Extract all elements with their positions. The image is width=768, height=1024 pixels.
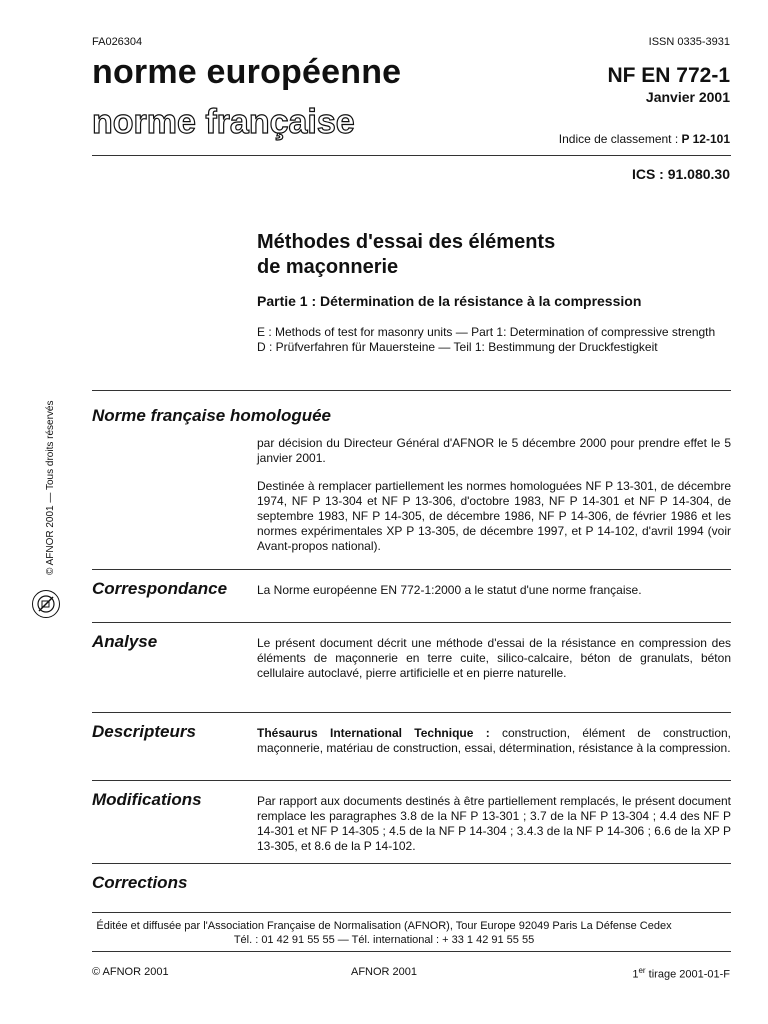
german-title: D : Prüfverfahren für Mauersteine — Teil 1: Bestimmung der Druckfestigkeit: [257, 340, 658, 354]
divider-sections: [92, 390, 731, 391]
document-reference: FA026304: [92, 36, 143, 48]
issn: ISSN 0335-3931: [648, 36, 730, 48]
descripteurs-label: Thésaurus International Technique :: [257, 726, 502, 740]
vertical-copyright-notice: © AFNOR 2001 — Tous droits réservés: [45, 400, 56, 575]
footer-center: AFNOR 2001: [350, 966, 418, 978]
title-line-1: Méthodes d'essai des éléments: [257, 231, 556, 253]
homologuee-paragraph-2: Destinée à remplacer partiellement les normes homologuées NF P 13-301, de décembre 1974, NF P 13-304 et NF P 13-306, d'octobre 1983, NF P 14-301 et NF P 14-304, de septembre 1983, NF P 14-305, de décembre 1986, NF P 14-306, de février 1986 et les normes expérimentales XP P 13-305, de décembre 1997, et P 14-102, d'avril 1994 (voir Avant-propos national).: [257, 479, 731, 553]
indice-label: Indice de classement :: [558, 132, 682, 146]
section-heading-descripteurs: Descripteurs: [92, 722, 196, 741]
indice-value: P 12-101: [681, 132, 730, 146]
divider-corrections: [92, 863, 731, 864]
english-title: E : Methods of test for masonry units — Part 1: Determination of compressive strength: [257, 325, 716, 339]
section-body-correspondance: La Norme européenne EN 772-1:2000 a le statut d'une norme française.: [257, 583, 642, 597]
section-body-analyse: Le présent document décrit une méthode d'essai de la résistance en compression des éléments de maçonnerie en terre cuite, silico-calcaire, béton de granulats, béton cellulaire autoclavé, pierre artificielle et en pierre naturelle.: [257, 636, 731, 680]
indice-classement: [559, 132, 730, 146]
title-translations: [257, 325, 717, 355]
print-run: [632, 966, 730, 981]
no-copy-symbol-icon: [33, 591, 59, 617]
divider-footer: [92, 912, 731, 913]
publication-date: Janvier 2001: [645, 89, 730, 105]
no-copy-seal-icon: [32, 590, 60, 618]
section-heading-modifications: Modifications: [92, 790, 202, 809]
section-body-descripteurs: [257, 726, 731, 756]
divider-bottom: [92, 951, 731, 952]
divider-correspondance: [92, 569, 731, 570]
print-run-superscript: er: [638, 966, 646, 975]
norme-europeenne-heading: norme européenne: [92, 53, 402, 91]
section-heading-corrections: Corrections: [92, 873, 188, 892]
homologuee-paragraph-1: par décision du Directeur Général d'AFNOR le 5 décembre 2000 pour prendre effet le 5 janvier 2001.: [257, 436, 731, 465]
section-heading-homologuee: Norme française homologuée: [92, 406, 332, 425]
divider-top: [92, 155, 731, 156]
divider-analyse: [92, 622, 731, 623]
section-heading-correspondance: Correspondance: [92, 579, 228, 598]
ics-code: ICS : 91.080.30: [631, 166, 730, 182]
descripteurs-terms: construction, élément de construction, maçonnerie, matériau de construction, essai, détermination, résistance à la compression.: [257, 726, 732, 755]
norme-francaise-heading: norme française: [92, 103, 355, 141]
document-subtitle: Partie 1 : Détermination de la résistance à la compression: [257, 293, 642, 309]
publisher-line-1: Éditée et diffusée par l'Association Française de Normalisation (AFNOR), Tour Europe 92049 Paris La Défense Cedex: [96, 920, 672, 932]
standard-number: NF EN 772-1: [607, 64, 730, 87]
publisher-line-2: Tél. : 01 42 91 55 55 — Tél. international : + 33 1 42 91 55 55: [233, 934, 535, 946]
publisher-info: [0, 919, 768, 947]
section-body-homologuee: [257, 436, 731, 567]
print-run-text: tirage 2001-01-F: [645, 968, 730, 981]
print-run-number: 1: [632, 968, 639, 981]
copyright: © AFNOR 2001: [92, 966, 169, 978]
divider-descripteurs: [92, 712, 731, 713]
title-line-2: de maçonnerie: [257, 256, 399, 278]
divider-modifications: [92, 780, 731, 781]
section-body-modifications: Par rapport aux documents destinés à être partiellement remplacés, le présent document remplace les paragraphes 3.8 de la NF P 13-301 ; 3.7 de la NF P 13-304 ; 4.4 des NF P 14-301 et NF P 14-305 ; 4.5 de la NF P 14-304 ; 3.4.3 de la NF P 14-306 ; 6.6 de la XP P 13-305, et 8.6 de la P 14-102.: [257, 794, 731, 853]
document-title: [257, 230, 697, 280]
section-heading-analyse: Analyse: [92, 632, 158, 651]
